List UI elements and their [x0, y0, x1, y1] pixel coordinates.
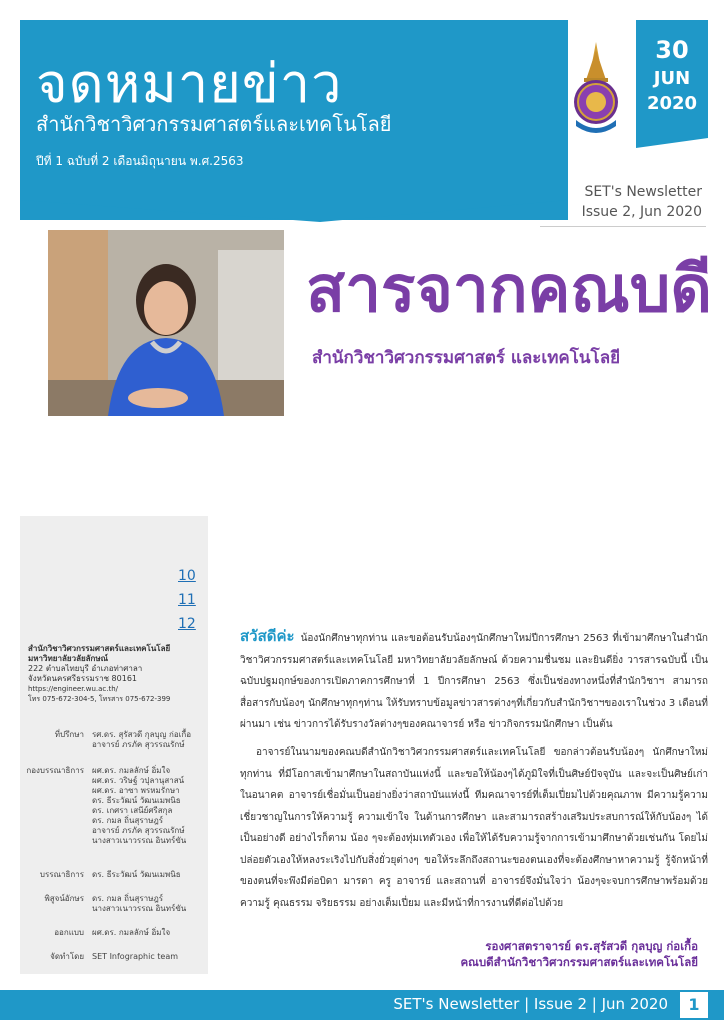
staff-role: บรรณาธิการ	[39, 870, 84, 879]
signer-title: คณบดีสำนักวิชาวิศวกรรมศาสตร์และเทคโนโลยี	[460, 955, 698, 969]
staff-name: ดร. กมล ถิ่นสุราษฎร์	[92, 816, 164, 825]
staff-name: ผศ.ดร. กมลลักษ์ อิ่มใจ	[92, 928, 171, 937]
staff-name: รศ.ดร. สุรัสวดี กุลบุญ ก่อเกื้อ	[92, 730, 192, 739]
page-link-11[interactable]: 11	[178, 592, 196, 608]
website-url[interactable]: https://engineer.wu.ac.th/	[28, 685, 119, 693]
date-tag	[636, 20, 708, 138]
staff-names	[92, 766, 208, 846]
address-line: จังหวัดนครศรีธรรมราช 80161	[28, 674, 138, 683]
footer-label: SET's Newsletter | Issue 2 | Jun 2020	[393, 995, 668, 1013]
date-tag-point	[636, 138, 708, 150]
message-paragraph-1	[240, 626, 708, 736]
newsletter-subtitle: สำนักวิชาวิศวกรรมศาสตร์และเทคโนโลยี	[36, 112, 392, 136]
staff-names	[92, 928, 208, 938]
staff-role: จัดทำโดย	[50, 952, 84, 961]
staff-name: อาจารย์ ภรภัค สุวรรณรักษ์	[92, 740, 185, 749]
date-year: 2020	[646, 93, 698, 114]
signer-name: รองศาสตราจารย์ ดร.สุรัสวดี กุลบุญ ก่อเกื้อ	[485, 939, 698, 953]
staff-role: พิสูจน์อักษร	[44, 894, 84, 903]
dean-photo	[48, 230, 284, 416]
staff-name: ดร. ธีระวัฒน์ วัฒนเมพนิธ	[92, 870, 181, 879]
staff-name: ผศ.ดร. กมลลักษ์ อิ่มใจ	[92, 766, 171, 775]
staff-name: นางสาวเนาวรรณ อินทร์ขัน	[92, 836, 187, 845]
page-number: 1	[680, 992, 708, 1018]
staff-name: ดร. กมล ถิ่นสุราษฎร์	[92, 894, 164, 903]
staff-name: อาจารย์ ภรภัค สุวรรณรักษ์	[92, 826, 185, 835]
page-link-10[interactable]: 10	[178, 568, 196, 584]
divider	[540, 226, 706, 227]
newsletter-label	[540, 182, 702, 222]
org-name: สำนักวิชาวิศวกรรมศาสตร์และเทคโนโลยี	[28, 644, 171, 653]
staff-name: ดร. ธีระวัฒน์ วัฒนเมพนิธ	[92, 796, 181, 805]
staff-name: ผศ.ดร. อาซา พรหมรักษา	[92, 786, 180, 795]
org-info	[28, 644, 204, 704]
newsletter-name: SET's Newsletter	[584, 184, 702, 200]
feature-subtitle: สำนักวิชาวิศวกรรมศาสตร์ และเทคโนโลยี	[312, 348, 621, 368]
staff-name: ดร. เกศรา เสนีย์ศรีสกุล	[92, 806, 173, 815]
greeting: สวัสดีค่ะ	[240, 627, 295, 645]
banner-point	[20, 200, 568, 224]
address-line: 222 ตำบลไทยบุรี อำเภอท่าศาลา	[28, 664, 143, 673]
date-month: JUN	[653, 68, 691, 89]
feature-title: สารจากคณบดี	[306, 253, 712, 327]
staff-name: นางสาวเนาวรรณ อินทร์ขัน	[92, 904, 187, 913]
staff-names	[92, 894, 208, 914]
staff-role: กองบรรณาธิการ	[26, 766, 84, 775]
staff-role: ที่ปรึกษา	[54, 730, 84, 739]
staff-name: ผศ.ดร. วริษฐ์ วปุลานุสาสน์	[92, 776, 185, 785]
message-paragraph-2: อาจารย์ในนามของคณบดีสำนักวิชาวิศวกรรมศาสตร์และเทคโนโลยี ขอกล่าวต้อนรับน้องๆ นักศึกษาใหม่ทุกท่าน ที่มีโอกาสเข้ามาศึกษาในสถาบันแห่งนี้ และขอให้น้องๆได้ภูมิใจที่เป็นศิษย์ปัจจุบัน และจะเป็นศิษย์เก่าในอนาคต อาจารย์เชื่อมั่นเป็นอย่างยิ่งว่าสถาบันแห่งนี้ ทีมคณาจารย์ที่เต็มเปี่ยมไปด้วยคุณภาพ มีความรู้ความเชี่ยวชาญในการให้ความรู้ ความเข้าใจ ในด้านการศึกษา และสามารถสร้างเสริมประสบการณ์ให้กับน้องๆ ได้เป็นอย่างดี อย่างไรก็ตาม น้อง ๆจะต้องทุ่มเทตัวเอง เพื่อให้ได้รับความรู้จากการเข้ามาศึกษาด้วยเช่นกัน โดยไม่ปล่อยตัวเองให้หลงระเริงไปกับสิ่งยั่วยุต่างๆ ขอให้ระลึกถึงสถานะของตนเองที่จะต้องศึกษาหาความรู้ รู้จักหน้าที่ ของตนที่จะพึงมีต่อบิดา มารดา ครู อาจารย์ และสถานที่ อาจารย์จึงมั่นใจว่า น้องๆจะจบการศึกษาพร้อมด้วยความรู้ คุณธรรม จริยธรรม อย่างเต็มเปี่ยม และมีหน้าที่การงานที่ดีต่อไปด้วย	[240, 747, 708, 909]
phone-line: โทร 075-672-304-5, โทรสาร 075-672-399	[28, 695, 171, 703]
staff-names	[92, 870, 208, 880]
newsletter-issue: Issue 2, Jun 2020	[581, 204, 702, 220]
university-name: มหาวิทยาลัยวลัยลักษณ์	[28, 654, 109, 663]
newsletter-title: จดหมายข่าว	[36, 52, 343, 115]
paragraph-text: น้องนักศึกษาทุกท่าน และขอต้อนรับน้องๆนักศึกษาใหม่ปีการศึกษา 2563 ที่เข้ามาศึกษาในสำนักวิชาวิศวกรรมศาสตร์และเทคโนโลยี มหาวิทยาลัยวลัยลักษณ์ ด้วยความชื่นชม และยินดียิ่ง วารสารฉบับนี้ เป็นฉบับปฐมฤกษ์ของการเปิดภาคการศึกษาที่ 1 ปีการศึกษา 2563 ซึ่งเป็นช่องทางหนึ่งที่สำนักวิชาฯ สามารถสื่อสารกับน้องๆ นักศึกษาทุกๆท่าน ให้รับทราบข้อมูลข่าวสารต่างๆที่เกี่ยวกับสำนักวิชาฯของเราในช่วง 3 เดือนที่ผ่านมา เช่น ข่าวการได้รับรางวัลต่างๆของคณาจารย์ หรือ ข่าวกิจกรรมนักศึกษา เป็นต้น	[240, 633, 708, 730]
staff-names	[92, 952, 208, 962]
staff-names	[92, 730, 208, 750]
page-link-12[interactable]: 12	[178, 616, 196, 632]
university-crest-icon	[566, 40, 626, 136]
staff-role: ออกแบบ	[54, 928, 84, 937]
staff-name: SET Infographic team	[92, 952, 179, 961]
date-day: 30	[655, 36, 689, 64]
issue-line: ปีที่ 1 ฉบับที่ 2 เดือนมิถุนายน พ.ศ.2563	[36, 154, 244, 168]
